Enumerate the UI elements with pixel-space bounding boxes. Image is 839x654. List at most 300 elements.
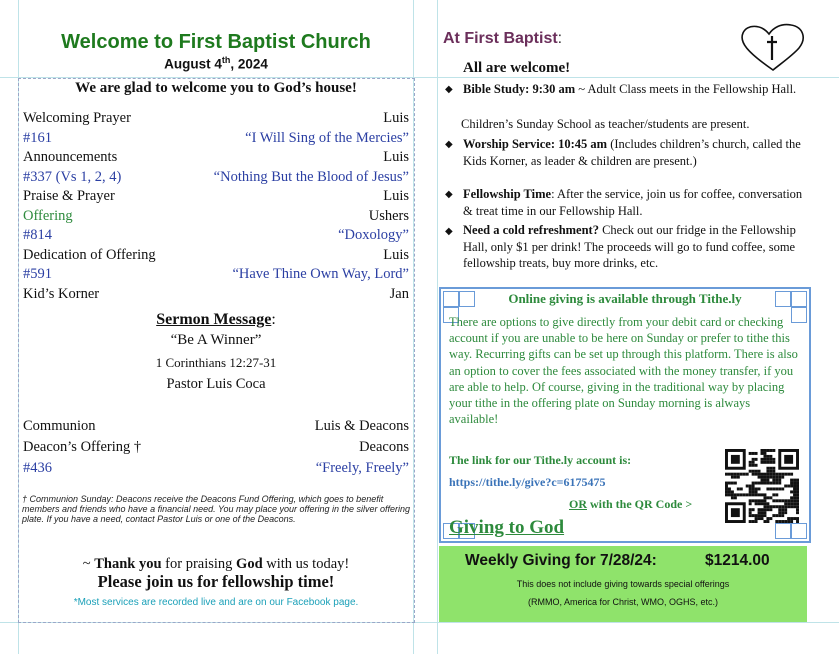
qr-module	[775, 505, 778, 508]
qr-module	[778, 499, 781, 502]
service-row	[23, 417, 409, 436]
item-bold: Fellowship Time	[463, 187, 552, 201]
qr-module	[781, 511, 784, 514]
service-item: #337 (Vs 1, 2, 4)	[23, 168, 122, 185]
tithely-link[interactable]: https://tithe.ly/give?c=6175475	[449, 475, 606, 489]
qr-module	[749, 490, 752, 493]
qr-module	[778, 487, 781, 490]
qr-module	[731, 455, 740, 464]
qr-module	[766, 470, 769, 473]
qr-module	[763, 502, 766, 505]
qr-module	[763, 511, 766, 514]
qr-module	[761, 458, 764, 461]
qr-module	[796, 499, 799, 502]
qr-module	[790, 517, 793, 520]
right-heading-text: At First Baptist	[443, 30, 558, 47]
qr-module	[728, 473, 731, 476]
qr-module	[775, 487, 778, 490]
qr-module	[763, 482, 766, 485]
qr-module	[766, 455, 769, 458]
qr-module	[731, 473, 734, 476]
qr-module	[784, 520, 787, 523]
service-item: #436	[23, 460, 52, 476]
qr-module	[734, 476, 737, 479]
giving-headline: Online giving is available through Tithe.ly	[508, 291, 742, 306]
qr-module	[796, 517, 799, 520]
service-row	[23, 246, 409, 265]
date-year: , 2024	[230, 56, 268, 72]
qr-module	[752, 493, 755, 496]
qr-module	[781, 473, 784, 476]
qr-module	[755, 502, 758, 505]
qr-module	[758, 482, 761, 485]
qr-module	[758, 511, 761, 514]
heart-cross-icon	[737, 22, 809, 74]
qr-module	[778, 479, 781, 482]
service-leader: Luis & Deacons	[314, 418, 409, 434]
qr-module	[761, 511, 764, 514]
qr-module	[769, 482, 772, 485]
service-item: Deacon’s Offering †	[23, 439, 142, 455]
service-item: Announcements	[23, 149, 118, 165]
qr-module	[752, 508, 755, 511]
fellowship-invite: Please join us for fellowship time!	[97, 572, 335, 591]
service-leader: Luis	[383, 188, 409, 204]
qr-module	[790, 490, 793, 493]
qr-module	[749, 487, 752, 490]
qr-module	[769, 473, 772, 476]
qr-module	[793, 485, 796, 488]
qr-module	[758, 517, 761, 520]
qr-module	[778, 514, 781, 517]
service-row	[23, 285, 409, 304]
qr-module	[790, 496, 793, 499]
qr-module	[775, 493, 778, 496]
qr-module	[731, 476, 734, 479]
qr-module	[725, 485, 728, 488]
qr-module	[772, 467, 775, 470]
qr-module	[793, 479, 796, 482]
qr-module	[766, 496, 769, 499]
qr-module	[790, 485, 793, 488]
qr-module	[766, 473, 769, 476]
qr-module	[772, 499, 775, 502]
qr-module	[784, 455, 793, 464]
qr-module	[725, 493, 728, 496]
qr-module	[787, 505, 790, 508]
qr-module	[769, 470, 772, 473]
qr-module	[763, 449, 766, 452]
weekly-giving-amount: $1214.00	[705, 552, 770, 569]
qr-module	[737, 476, 740, 479]
thanks-god: God	[236, 556, 263, 572]
qr-module	[749, 499, 752, 502]
qr-module	[752, 487, 755, 490]
qr-module	[778, 511, 781, 514]
qr-module	[778, 473, 781, 476]
item-text: : After the service, join us for coffee, conversation & treat time in our Fellowship Hall.	[463, 187, 803, 218]
welcome-line: We are glad to welcome you to God’s house!	[75, 80, 357, 96]
qr-module	[769, 458, 772, 461]
qr-module	[766, 458, 769, 461]
qr-module	[755, 464, 758, 467]
service-row	[23, 265, 409, 284]
qr-module	[796, 502, 799, 505]
qr-module	[787, 485, 790, 488]
weekly-giving-banner	[439, 546, 807, 622]
thanks-part: with us today!	[262, 556, 350, 572]
qr-module	[746, 473, 749, 476]
thanks-bold: Thank you	[94, 556, 162, 572]
giving-to-god-heading: Giving to God	[449, 517, 565, 538]
qr-module	[772, 476, 775, 479]
qr-module	[763, 505, 766, 508]
right-heading-colon: :	[557, 30, 563, 47]
qr-module	[763, 458, 766, 461]
qr-module	[766, 502, 769, 505]
qr-module	[769, 487, 772, 490]
qr-module	[737, 487, 740, 490]
qr-module	[755, 514, 758, 517]
qr-module	[763, 493, 766, 496]
qr-module	[763, 452, 766, 455]
service-row	[23, 207, 409, 226]
qr-module	[775, 482, 778, 485]
qr-module	[793, 505, 796, 508]
qr-module	[769, 455, 772, 458]
qr-module	[766, 505, 769, 508]
service-item: Praise & Prayer	[23, 188, 115, 204]
qr-module	[766, 449, 769, 452]
qr-module	[761, 476, 764, 479]
bulletin-title: Welcome to First Baptist Church	[61, 31, 371, 53]
item-bold: Bible Study: 9:30 am	[463, 82, 576, 96]
qr-module	[793, 493, 796, 496]
qr-module	[790, 520, 793, 523]
service-item: Kid’s Korner	[23, 285, 100, 302]
footnote: † Communion Sunday: Deacons receive the Deacons Fund Offering, which goes to benefit members and friends who have a financial need. You may place your offering in the silver offering plate. If you have a need, contact Pastor Luis or one of the Deacons.	[22, 494, 411, 524]
qr-or: OR	[569, 497, 587, 511]
qr-module	[728, 490, 731, 493]
qr-module	[781, 476, 784, 479]
worship-item	[463, 136, 803, 169]
qr-module	[775, 479, 778, 482]
qr-module	[769, 449, 772, 452]
qr-code-icon[interactable]	[725, 449, 799, 523]
qr-module	[781, 499, 784, 502]
qr-module	[766, 479, 769, 482]
qr-module	[766, 487, 769, 490]
qr-module	[743, 473, 746, 476]
bullet-icon: ◆	[445, 139, 453, 150]
qr-module	[796, 490, 799, 493]
qr-module	[749, 461, 752, 464]
giving-body: There are options to give directly from your debit card or checking account if you are unable to be here on Sunday or prefer to tithe this way. Recurring gifts can be set up through this platform. There is also an option to cover the fees associated with the money transfer, if you are able to help. Of course, giving in the traditional way by placing your tithe in the offering plate on Sunday morning is always available!	[449, 315, 798, 427]
refreshment-item	[463, 222, 803, 272]
sermon-heading-text: Sermon Message	[156, 311, 272, 328]
qr-module	[752, 473, 755, 476]
bullet-icon: ◆	[445, 189, 453, 200]
weekly-giving-label: Weekly Giving for 7/28/24:	[465, 552, 657, 569]
fellowship-item	[463, 186, 803, 219]
qr-module	[749, 464, 752, 467]
weekly-note-1: This does not include giving towards special offerings	[516, 579, 730, 589]
qr-module	[763, 499, 766, 502]
qr-module	[761, 517, 764, 520]
service-leader: “Nothing But the Blood of Jesus”	[213, 168, 409, 185]
qr-module	[758, 476, 761, 479]
qr-module	[731, 482, 734, 485]
qr-module	[755, 487, 758, 490]
qr-module	[758, 493, 761, 496]
service-leader: Luis	[383, 110, 409, 126]
qr-module	[731, 493, 734, 496]
qr-module	[796, 520, 799, 523]
qr-module	[796, 493, 799, 496]
service-leader: “I Will Sing of the Mercies”	[245, 129, 409, 146]
qr-module	[769, 517, 772, 520]
qr-module	[778, 508, 781, 511]
qr-module	[772, 514, 775, 517]
qr-module	[725, 473, 728, 476]
qr-module	[790, 505, 793, 508]
qr-module	[728, 487, 731, 490]
qr-module	[766, 476, 769, 479]
qr-module	[749, 470, 752, 473]
item-text: ~ Adult Class meets in the Fellowship Hall.	[575, 82, 797, 96]
service-leader: Luis	[383, 149, 409, 165]
qr-module	[787, 517, 790, 520]
item-text: Check out our fridge in the Fellowship Hall, only $1 per drink! The proceeds will go to fund coffee, some fellowship treats, buy more drinks, etc.	[463, 223, 796, 270]
qr-module	[763, 479, 766, 482]
qr-module	[790, 499, 793, 502]
qr-module	[728, 493, 731, 496]
qr-module	[746, 485, 749, 488]
qr-module	[731, 496, 734, 499]
service-row	[23, 459, 409, 478]
qr-module	[761, 452, 764, 455]
corner-decoration	[775, 523, 791, 539]
tithely-link-label: The link for our Tithe.ly account is:	[449, 453, 632, 467]
service-item: Offering	[23, 207, 73, 224]
qr-module	[784, 499, 787, 502]
service-item: #161	[23, 129, 52, 146]
qr-module	[775, 476, 778, 479]
qr-module	[787, 520, 790, 523]
qr-module	[752, 485, 755, 488]
qr-module	[778, 505, 781, 508]
qr-module	[772, 470, 775, 473]
service-leader: Ushers	[368, 207, 409, 224]
item-bold: Worship Service: 10:45 am	[463, 137, 608, 151]
qr-module	[752, 514, 755, 517]
qr-module	[758, 514, 761, 517]
qr-module	[775, 514, 778, 517]
bullet-icon: ◆	[445, 84, 453, 95]
qr-module	[761, 479, 764, 482]
qr-module	[781, 505, 784, 508]
qr-code-caption	[569, 497, 692, 512]
qr-module	[769, 496, 772, 499]
service-item: Dedication of Offering	[23, 246, 156, 263]
qr-module	[725, 487, 728, 490]
qr-module	[749, 520, 752, 523]
qr-module	[775, 499, 778, 502]
qr-module	[763, 508, 766, 511]
qr-module	[781, 487, 784, 490]
qr-module	[737, 493, 740, 496]
qr-module	[796, 505, 799, 508]
thanks-part: ~	[82, 556, 95, 572]
qr-module	[758, 499, 761, 502]
qr-module	[787, 473, 790, 476]
service-item: Communion	[23, 418, 96, 434]
qr-module	[749, 485, 752, 488]
qr-module	[758, 473, 761, 476]
qr-module	[749, 511, 752, 514]
qr-module	[761, 514, 764, 517]
qr-module	[761, 449, 764, 452]
service-leader: Deacons	[359, 439, 409, 455]
qr-module	[755, 458, 758, 461]
guide-line	[437, 0, 438, 654]
qr-module	[796, 487, 799, 490]
qr-module	[752, 464, 755, 467]
qr-module	[784, 511, 787, 514]
qr-module	[793, 517, 796, 520]
service-leader: Jan	[389, 285, 409, 302]
qr-module	[796, 482, 799, 485]
qr-module	[752, 499, 755, 502]
bullet-icon: ◆	[445, 226, 453, 237]
qr-module	[752, 482, 755, 485]
qr-module	[755, 493, 758, 496]
service-leader: “Have Thine Own Way, Lord”	[232, 266, 409, 282]
service-leader: “Freely, Freely”	[315, 460, 409, 476]
qr-module	[787, 502, 790, 505]
qr-module	[772, 473, 775, 476]
qr-module	[725, 482, 728, 485]
qr-module	[790, 502, 793, 505]
qr-module	[752, 461, 755, 464]
qr-module	[796, 485, 799, 488]
item-text: (Includes children’s church, called the Kids Korner, as leader & children are present.)	[463, 137, 801, 168]
qr-module	[755, 473, 758, 476]
sermon-reference: 1 Corinthians 12:27-31	[155, 355, 277, 370]
service-row	[23, 168, 409, 187]
qr-module	[784, 508, 787, 511]
qr-module	[778, 520, 781, 523]
qr-module	[752, 458, 755, 461]
qr-module	[772, 487, 775, 490]
qr-module	[769, 508, 772, 511]
qr-module	[772, 479, 775, 482]
qr-module	[758, 502, 761, 505]
qr-module	[755, 490, 758, 493]
qr-module	[772, 458, 775, 461]
qr-module	[761, 493, 764, 496]
qr-module	[758, 508, 761, 511]
qr-module	[761, 461, 764, 464]
qr-module	[731, 490, 734, 493]
qr-module	[755, 520, 758, 523]
item-bold: Need a cold refreshment?	[463, 223, 599, 237]
qr-module	[755, 452, 758, 455]
service-item: #814	[23, 227, 52, 243]
qr-module	[731, 508, 740, 517]
qr-module	[749, 493, 752, 496]
qr-module	[787, 499, 790, 502]
qr-module	[737, 473, 740, 476]
qr-module	[761, 499, 764, 502]
corner-decoration	[791, 523, 807, 539]
sermon-colon: :	[271, 311, 276, 328]
service-row	[23, 109, 409, 128]
qr-module	[740, 487, 743, 490]
qr-module	[752, 520, 755, 523]
qr-module	[784, 473, 787, 476]
sermon-heading	[18, 311, 414, 329]
qr-module	[793, 499, 796, 502]
qr-module	[734, 493, 737, 496]
qr-module	[752, 470, 755, 473]
qr-module	[752, 490, 755, 493]
qr-module	[796, 511, 799, 514]
qr-module	[784, 502, 787, 505]
children-note: Children’s Sunday School as teacher/students are present.	[461, 117, 750, 131]
qr-module	[769, 476, 772, 479]
qr-module	[761, 473, 764, 476]
qr-module	[766, 508, 769, 511]
recorded-note: *Most services are recorded live and are on our Facebook page.	[73, 597, 359, 608]
sermon-title: “Be A Winner”	[170, 332, 262, 348]
qr-module	[778, 482, 781, 485]
service-item: Welcoming Prayer	[23, 110, 131, 126]
qr-module	[755, 482, 758, 485]
qr-module	[790, 473, 793, 476]
qr-module	[766, 517, 769, 520]
qr-module	[781, 520, 784, 523]
qr-module	[766, 520, 769, 523]
online-giving-box	[439, 287, 811, 543]
qr-module	[769, 461, 772, 464]
qr-module	[755, 517, 758, 520]
qr-module	[769, 467, 772, 470]
qr-module	[775, 473, 778, 476]
qr-module	[725, 490, 728, 493]
qr-module	[734, 473, 737, 476]
qr-module	[761, 508, 764, 511]
qr-module	[772, 461, 775, 464]
qr-module	[784, 485, 787, 488]
qr-module	[790, 482, 793, 485]
qr-module	[772, 449, 775, 452]
qr-module	[749, 502, 752, 505]
qr-module	[796, 508, 799, 511]
qr-module	[740, 473, 743, 476]
qr-module	[793, 487, 796, 490]
qr-module	[761, 482, 764, 485]
qr-module	[763, 455, 766, 458]
qr-module	[772, 493, 775, 496]
qr-module	[758, 487, 761, 490]
qr-module	[784, 505, 787, 508]
thanks-line	[18, 556, 414, 573]
qr-module	[772, 482, 775, 485]
qr-module	[778, 476, 781, 479]
qr-module	[758, 470, 761, 473]
qr-module	[793, 490, 796, 493]
